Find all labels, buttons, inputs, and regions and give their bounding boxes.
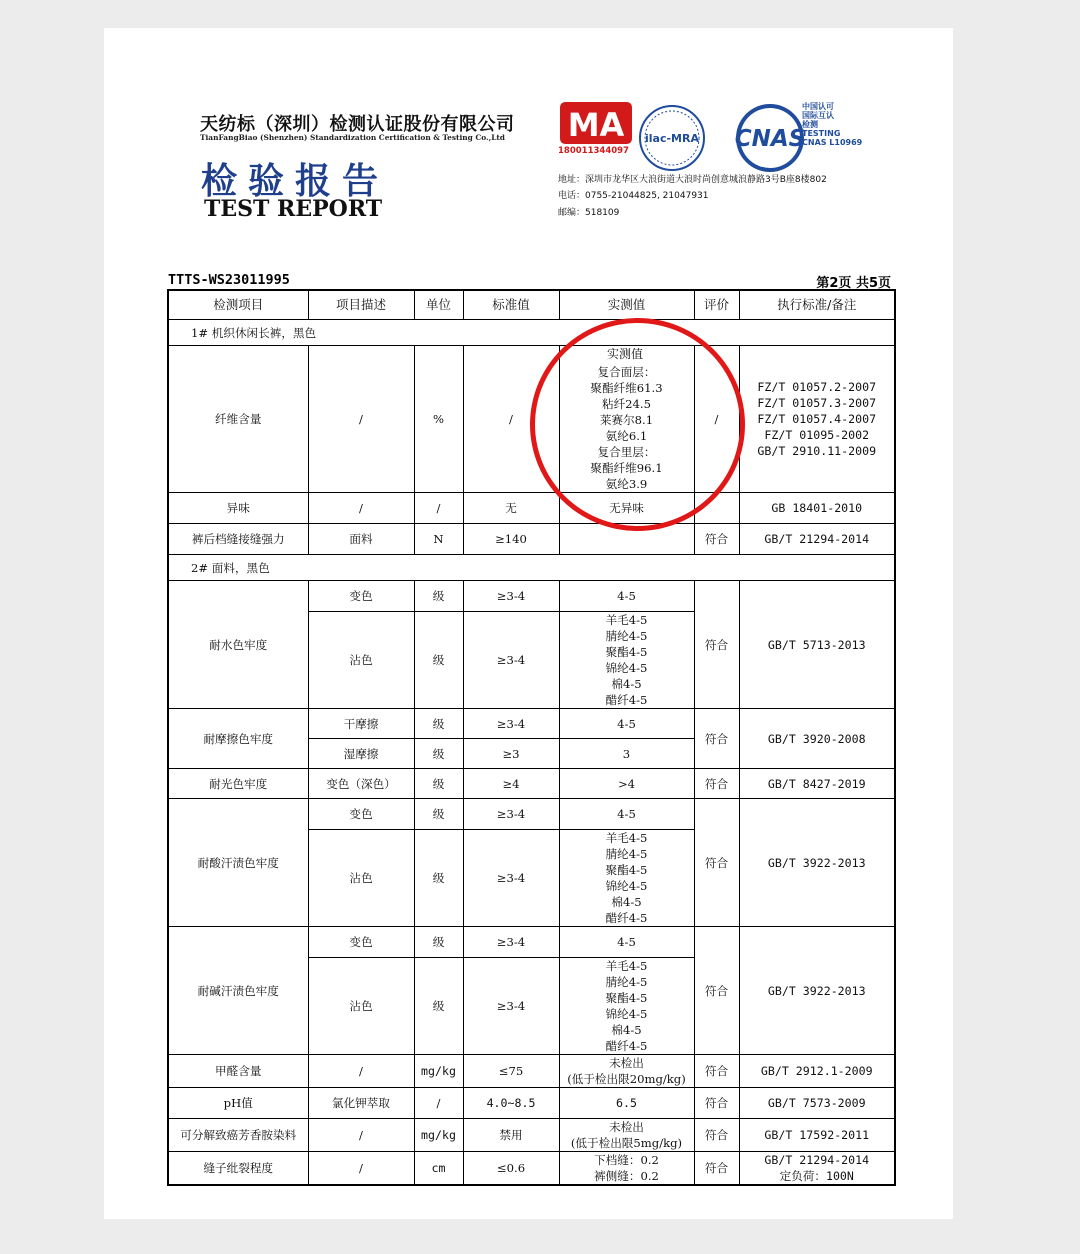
item-eval: 符合 (694, 1088, 739, 1119)
item-standard-value: ≥3 (463, 739, 559, 769)
item-standard: GB/T 3920-2008 (739, 709, 895, 769)
item-eval: 符合 (694, 709, 739, 769)
measured-line: 锦纶4-5 (605, 661, 648, 675)
item-standard-value: ≥3-4 (463, 927, 559, 958)
item-name: 异味 (168, 493, 308, 524)
item-unit: 级 (414, 769, 463, 799)
item-eval: 符合 (694, 799, 739, 927)
item-standard-value: ≥3-4 (463, 830, 559, 927)
measured-line: (低于检出限20mg/kg) (567, 1072, 686, 1086)
item-eval: 符合 (694, 1152, 739, 1186)
column-header: 检测项目 (168, 290, 308, 320)
item-standard-value: 4.0~8.5 (463, 1088, 559, 1119)
cnas-logo-text: CNAS (734, 126, 806, 152)
table-row (168, 493, 895, 524)
table-row (168, 769, 895, 799)
item-desc: / (308, 493, 414, 524)
cnas-tag-line: TESTING (802, 129, 841, 138)
table-row (168, 1088, 895, 1119)
measured-line: 棉4-5 (611, 677, 642, 691)
item-measured: 4-5 (559, 799, 694, 830)
item-desc: 氯化钾萃取 (308, 1088, 414, 1119)
item-name: 可分解致癌芳香胺染料 (168, 1119, 308, 1152)
measured-line: 羊毛4-5 (605, 959, 648, 973)
measured-line: (低于检出限5mg/kg) (570, 1136, 683, 1150)
item-measured (559, 346, 694, 493)
item-unit: 级 (414, 739, 463, 769)
sample-section-row (168, 320, 895, 346)
standard-line: GB/T 2910.11-2009 (757, 444, 877, 458)
measured-line: 聚酯4-5 (605, 991, 648, 1005)
item-standard-value: ≤75 (463, 1055, 559, 1088)
standard-line: FZ/T 01057.2-2007 (757, 380, 877, 394)
cnas-tag-line: 中国认可 (802, 102, 834, 111)
item-name: 纤维含量 (168, 346, 308, 493)
standard-line: FZ/T 01095-2002 (764, 428, 870, 442)
item-unit: % (414, 346, 463, 493)
item-unit: / (414, 1088, 463, 1119)
item-eval: 符合 (694, 1119, 739, 1152)
item-name: 耐摩擦色牢度 (168, 709, 308, 769)
item-name: 耐碱汗渍色牢度 (168, 927, 308, 1055)
item-standard: GB/T 7573-2009 (739, 1088, 895, 1119)
item-standard-value: ≥3-4 (463, 581, 559, 612)
item-standard-value: ≥3-4 (463, 709, 559, 739)
measured-line: 腈纶4-5 (605, 847, 648, 861)
item-name: 缝子纰裂程度 (168, 1152, 308, 1186)
item-desc: / (308, 1119, 414, 1152)
item-unit: mg/kg (414, 1119, 463, 1152)
item-standard-value: ≥3-4 (463, 799, 559, 830)
company-name-cn: 天纺标（深圳）检测认证股份有限公司 (200, 114, 515, 135)
item-standard-value: ≥4 (463, 769, 559, 799)
cnas-tag-line: CNAS L10969 (802, 138, 863, 147)
measured-line: 醋纤4-5 (605, 911, 648, 925)
item-standard (739, 346, 895, 493)
cnas-logo (735, 104, 806, 172)
item-eval (694, 493, 739, 524)
cnas-tag-line: 国际互认 (802, 111, 834, 120)
measured-line: 醋纤4-5 (605, 693, 648, 707)
item-unit: / (414, 493, 463, 524)
standard-line: FZ/T 01057.4-2007 (757, 412, 877, 426)
item-unit: 级 (414, 612, 463, 709)
measured-line: 未检出 (609, 1120, 644, 1134)
report-page (104, 28, 953, 1219)
item-eval: 符合 (694, 1055, 739, 1088)
overlay-measured-label: 实测值 (607, 347, 644, 361)
measured-line: 聚酯纤维96.1 (590, 461, 663, 475)
item-standard-value: ≥3-4 (463, 958, 559, 1055)
measured-line: 粘纤24.5 (601, 397, 651, 411)
item-unit: 级 (414, 958, 463, 1055)
table-header-row (168, 290, 895, 320)
measured-line: 裤侧缝：0.2 (594, 1169, 659, 1183)
measured-line: 锦纶4-5 (605, 1007, 648, 1021)
item-eval: 符合 (694, 581, 739, 709)
item-name: 甲醛含量 (168, 1055, 308, 1088)
measured-line: 聚酯纤维61.3 (590, 381, 663, 395)
item-standard: GB 18401-2010 (739, 493, 895, 524)
table-row (168, 581, 895, 612)
item-desc: 沾色 (308, 830, 414, 927)
cnas-tag (802, 102, 862, 147)
item-name: 裤后档缝接缝强力 (168, 524, 308, 555)
item-name: 耐酸汗渍色牢度 (168, 799, 308, 927)
measured-line: 锦纶4-5 (605, 879, 648, 893)
item-standard (739, 1152, 895, 1186)
measured-line: 棉4-5 (611, 1023, 642, 1037)
item-desc: / (308, 1055, 414, 1088)
measured-line: 羊毛4-5 (605, 831, 648, 845)
cma-number: 180011344097 (558, 146, 629, 156)
item-standard-value: 禁用 (463, 1119, 559, 1152)
report-number: TTTS-WS23011995 (168, 272, 290, 288)
item-measured (559, 1055, 694, 1088)
sample-2-title: 2# 面料，黑色 (168, 555, 895, 581)
item-desc: 干摩擦 (308, 709, 414, 739)
item-standard-value: ≥140 (463, 524, 559, 555)
item-measured (559, 1152, 694, 1186)
test-results-table (167, 289, 896, 1186)
item-unit: N (414, 524, 463, 555)
table-row (168, 1055, 895, 1088)
report-title-en: TEST REPORT (204, 196, 383, 222)
item-standard-value: ≤0.6 (463, 1152, 559, 1186)
measured-line: 氨纶6.1 (605, 429, 648, 443)
item-measured (559, 830, 694, 927)
lab-postcode: 邮编：518109 (558, 208, 620, 218)
column-header: 标准值 (463, 290, 559, 320)
ilac-mra-logo (640, 106, 704, 170)
item-standard: GB/T 5713-2013 (739, 581, 895, 709)
sample-section-row (168, 555, 895, 581)
table-row (168, 709, 895, 739)
item-unit: cm (414, 1152, 463, 1186)
item-desc: 沾色 (308, 612, 414, 709)
item-measured: 无异味 (559, 493, 694, 524)
cma-logo (560, 102, 632, 144)
column-header: 实测值 (559, 290, 694, 320)
item-desc: 变色 (308, 799, 414, 830)
measured-line: 棉4-5 (611, 895, 642, 909)
item-measured (559, 958, 694, 1055)
item-desc: 变色（深色） (308, 769, 414, 799)
item-standard-value: 无 (463, 493, 559, 524)
cnas-tag-line: 检测 (802, 120, 818, 129)
item-standard-value: ≥3-4 (463, 612, 559, 709)
item-name: 耐水色牢度 (168, 581, 308, 709)
page-number: 第2页 共5页 (816, 276, 891, 291)
measured-line: 下档缝：0.2 (594, 1153, 659, 1167)
item-desc: 湿摩擦 (308, 739, 414, 769)
item-desc: 变色 (308, 581, 414, 612)
measured-line: 聚酯4-5 (605, 645, 648, 659)
table-row (168, 799, 895, 830)
item-measured: 4-5 (559, 581, 694, 612)
item-desc: 变色 (308, 927, 414, 958)
item-unit: 级 (414, 709, 463, 739)
column-header: 项目描述 (308, 290, 414, 320)
item-desc: / (308, 346, 414, 493)
item-measured (559, 612, 694, 709)
table-row (168, 1152, 895, 1186)
table-row (168, 524, 895, 555)
column-header: 评价 (694, 290, 739, 320)
measured-line: 氨纶3.9 (605, 477, 648, 491)
item-standard: GB/T 21294-2014 (739, 524, 895, 555)
item-standard: GB/T 17592-2011 (739, 1119, 895, 1152)
item-measured: 3 (559, 739, 694, 769)
item-measured: >4 (559, 769, 694, 799)
item-desc: / (308, 1152, 414, 1186)
lab-phone: 电话：0755-21044825, 21047931 (558, 191, 709, 201)
item-unit: 级 (414, 830, 463, 927)
measured-line: 腈纶4-5 (605, 629, 648, 643)
measured-line: 聚酯4-5 (605, 863, 648, 877)
measured-line: 羊毛4-5 (605, 613, 648, 627)
item-standard: GB/T 8427-2019 (739, 769, 895, 799)
item-unit: 级 (414, 581, 463, 612)
item-measured: 6.5 (559, 1088, 694, 1119)
item-unit: 级 (414, 799, 463, 830)
item-measured (559, 1119, 694, 1152)
standard-line: 定负荷：100N (779, 1169, 854, 1183)
item-measured (559, 524, 694, 555)
item-eval: 符合 (694, 769, 739, 799)
measured-line: 腈纶4-5 (605, 975, 648, 989)
column-header: 执行标准/备注 (739, 290, 895, 320)
item-standard: GB/T 3922-2013 (739, 927, 895, 1055)
item-standard: GB/T 3922-2013 (739, 799, 895, 927)
company-name-en: TianFangBiao (Shenzhen) Standardization Certification & Testing Co.,Ltd (200, 133, 505, 142)
item-name: pH值 (168, 1088, 308, 1119)
item-measured: 4-5 (559, 927, 694, 958)
report-title-cn: 检验报告 (201, 160, 390, 202)
lab-address: 地址：深圳市龙华区大浪街道大浪时尚创意城浪静路3号B座8楼802 (558, 175, 827, 185)
ilac-logo-text: ilac-MRA (645, 132, 699, 145)
measured-line: 未检出 (609, 1056, 644, 1070)
table-row (168, 1119, 895, 1152)
standard-line: GB/T 21294-2014 (764, 1153, 870, 1167)
item-standard: GB/T 2912.1-2009 (739, 1055, 895, 1088)
item-standard-value: / (463, 346, 559, 493)
cma-logo-text: MA (567, 106, 625, 144)
item-desc: 沾色 (308, 958, 414, 1055)
item-desc: 面料 (308, 524, 414, 555)
item-eval: 符合 (694, 927, 739, 1055)
item-eval: 符合 (694, 524, 739, 555)
item-name: 耐光色牢度 (168, 769, 308, 799)
item-unit: 级 (414, 927, 463, 958)
item-unit: mg/kg (414, 1055, 463, 1088)
item-eval: / (694, 346, 739, 493)
standard-line: FZ/T 01057.3-2007 (757, 396, 877, 410)
measured-line: 莱赛尔8.1 (599, 413, 654, 427)
table-row (168, 927, 895, 958)
measured-line: 醋纤4-5 (605, 1039, 648, 1053)
measured-line: 复合面层： (597, 365, 656, 379)
sample-1-title: 1# 机织休闲长裤，黑色 (168, 320, 895, 346)
column-header: 单位 (414, 290, 463, 320)
table-row (168, 346, 895, 493)
measured-line: 复合里层： (597, 445, 656, 459)
item-measured: 4-5 (559, 709, 694, 739)
